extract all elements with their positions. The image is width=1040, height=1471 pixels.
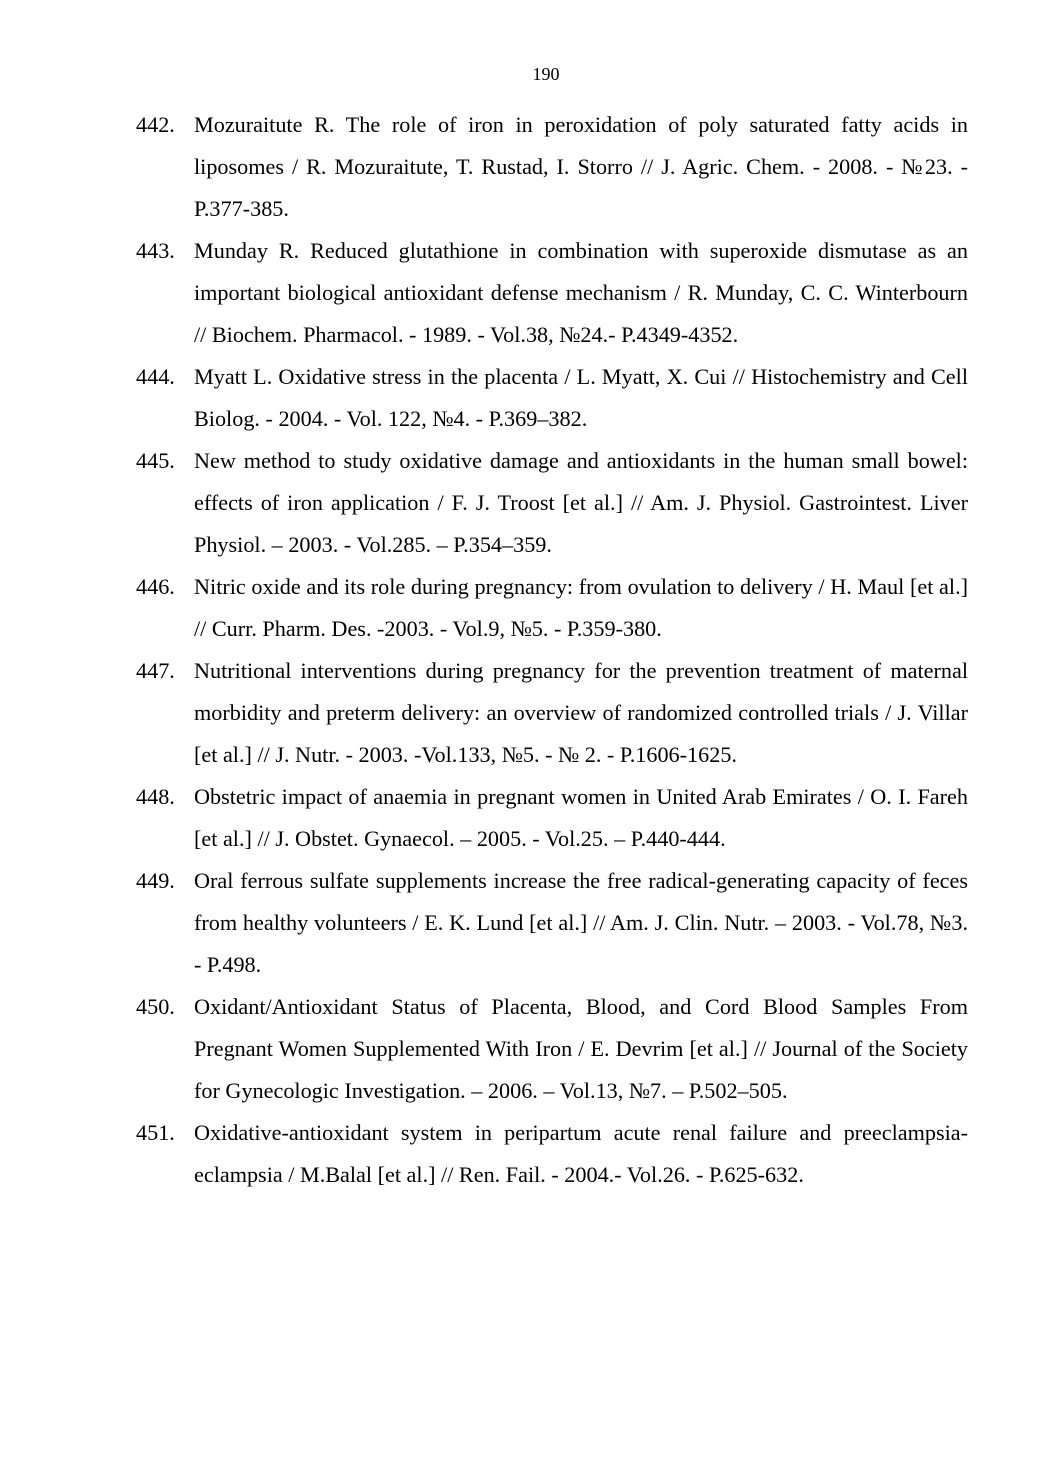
reference-item (136, 776, 968, 860)
reference-text: Munday R. Reduced glutathione in combination with superoxide dismutase as an important biological antioxidant defense mechanism / R. Munday, C. C. Winterbourn // Biochem. Pharmacol. - 1989. - Vol.38, №24.- P.4349-4352. (194, 238, 968, 347)
reference-item (136, 230, 968, 356)
reference-item (136, 566, 968, 650)
reference-number: 443. (136, 238, 175, 263)
reference-item (136, 650, 968, 776)
reference-text: Oral ferrous sulfate supplements increase the free radical-generating capacity of feces from healthy volunteers / E. K. Lund [et al.] // Am. J. Clin. Nutr. – 2003. - Vol.78, №3. - P.498. (194, 868, 968, 977)
reference-text: New method to study oxidative damage and antioxidants in the human small bowel: effects of iron application / F. J. Troost [et al.] // Am. J. Physiol. Gastrointest. Liver Physiol. – 2003. - Vol.285. – P.354–359. (194, 448, 968, 557)
reference-text: Myatt L. Oxidative stress in the placenta / L. Myatt, X. Cui // Histochemistry and Cell Biolog. - 2004. - Vol. 122, №4. - P.369–382. (194, 364, 968, 431)
reference-text: Oxidative-antioxidant system in peripartum acute renal failure and preeclampsia-eclampsia / M.Balal [et al.] // Ren. Fail. - 2004.- Vol.26. - P.625-632. (194, 1120, 968, 1187)
reference-item (136, 356, 968, 440)
reference-item (136, 860, 968, 986)
page-number: 190 (532, 64, 560, 84)
reference-text: Nutritional interventions during pregnancy for the prevention treatment of maternal morbidity and preterm delivery: an overview of randomized controlled trials / J. Villar [et al.] // J. Nutr. - 2003. -Vol.133, №5. - № 2. - P.1606-1625. (194, 658, 968, 767)
reference-text: Mozuraitute R. The role of iron in peroxidation of poly saturated fatty acids in liposomes / R. Mozuraitute, T. Rustad, I. Storro // J. Agric. Chem. - 2008. - №23. - P.377-385. (194, 112, 968, 221)
reference-item (136, 104, 968, 230)
reference-item (136, 1112, 968, 1196)
reference-item (136, 440, 968, 566)
reference-number: 447. (136, 658, 175, 683)
reference-item (136, 986, 968, 1112)
reference-text: Nitric oxide and its role during pregnancy: from ovulation to delivery / H. Maul [et al.] // Curr. Pharm. Des. -2003. - Vol.9, №5. - P.359-380. (194, 574, 968, 641)
reference-number: 445. (136, 448, 175, 473)
reference-number: 450. (136, 994, 175, 1019)
reference-text: Oxidant/Antioxidant Status of Placenta, Blood, and Cord Blood Samples From Pregnant Women Supplemented With Iron / E. Devrim [et al.] // Journal of the Society for Gynecologic Investigation. – 2006. – Vol.13, №7. – P.502–505. (194, 994, 968, 1103)
reference-number: 451. (136, 1120, 175, 1145)
reference-list (136, 104, 968, 1196)
reference-number: 446. (136, 574, 175, 599)
reference-number: 444. (136, 364, 175, 389)
reference-number: 442. (136, 112, 175, 137)
reference-text: Obstetric impact of anaemia in pregnant women in United Arab Emirates / O. I. Fareh [et al.] // J. Obstet. Gynaecol. – 2005. - Vol.25. – P.440-444. (194, 784, 968, 851)
reference-number: 449. (136, 868, 175, 893)
reference-number: 448. (136, 784, 175, 809)
